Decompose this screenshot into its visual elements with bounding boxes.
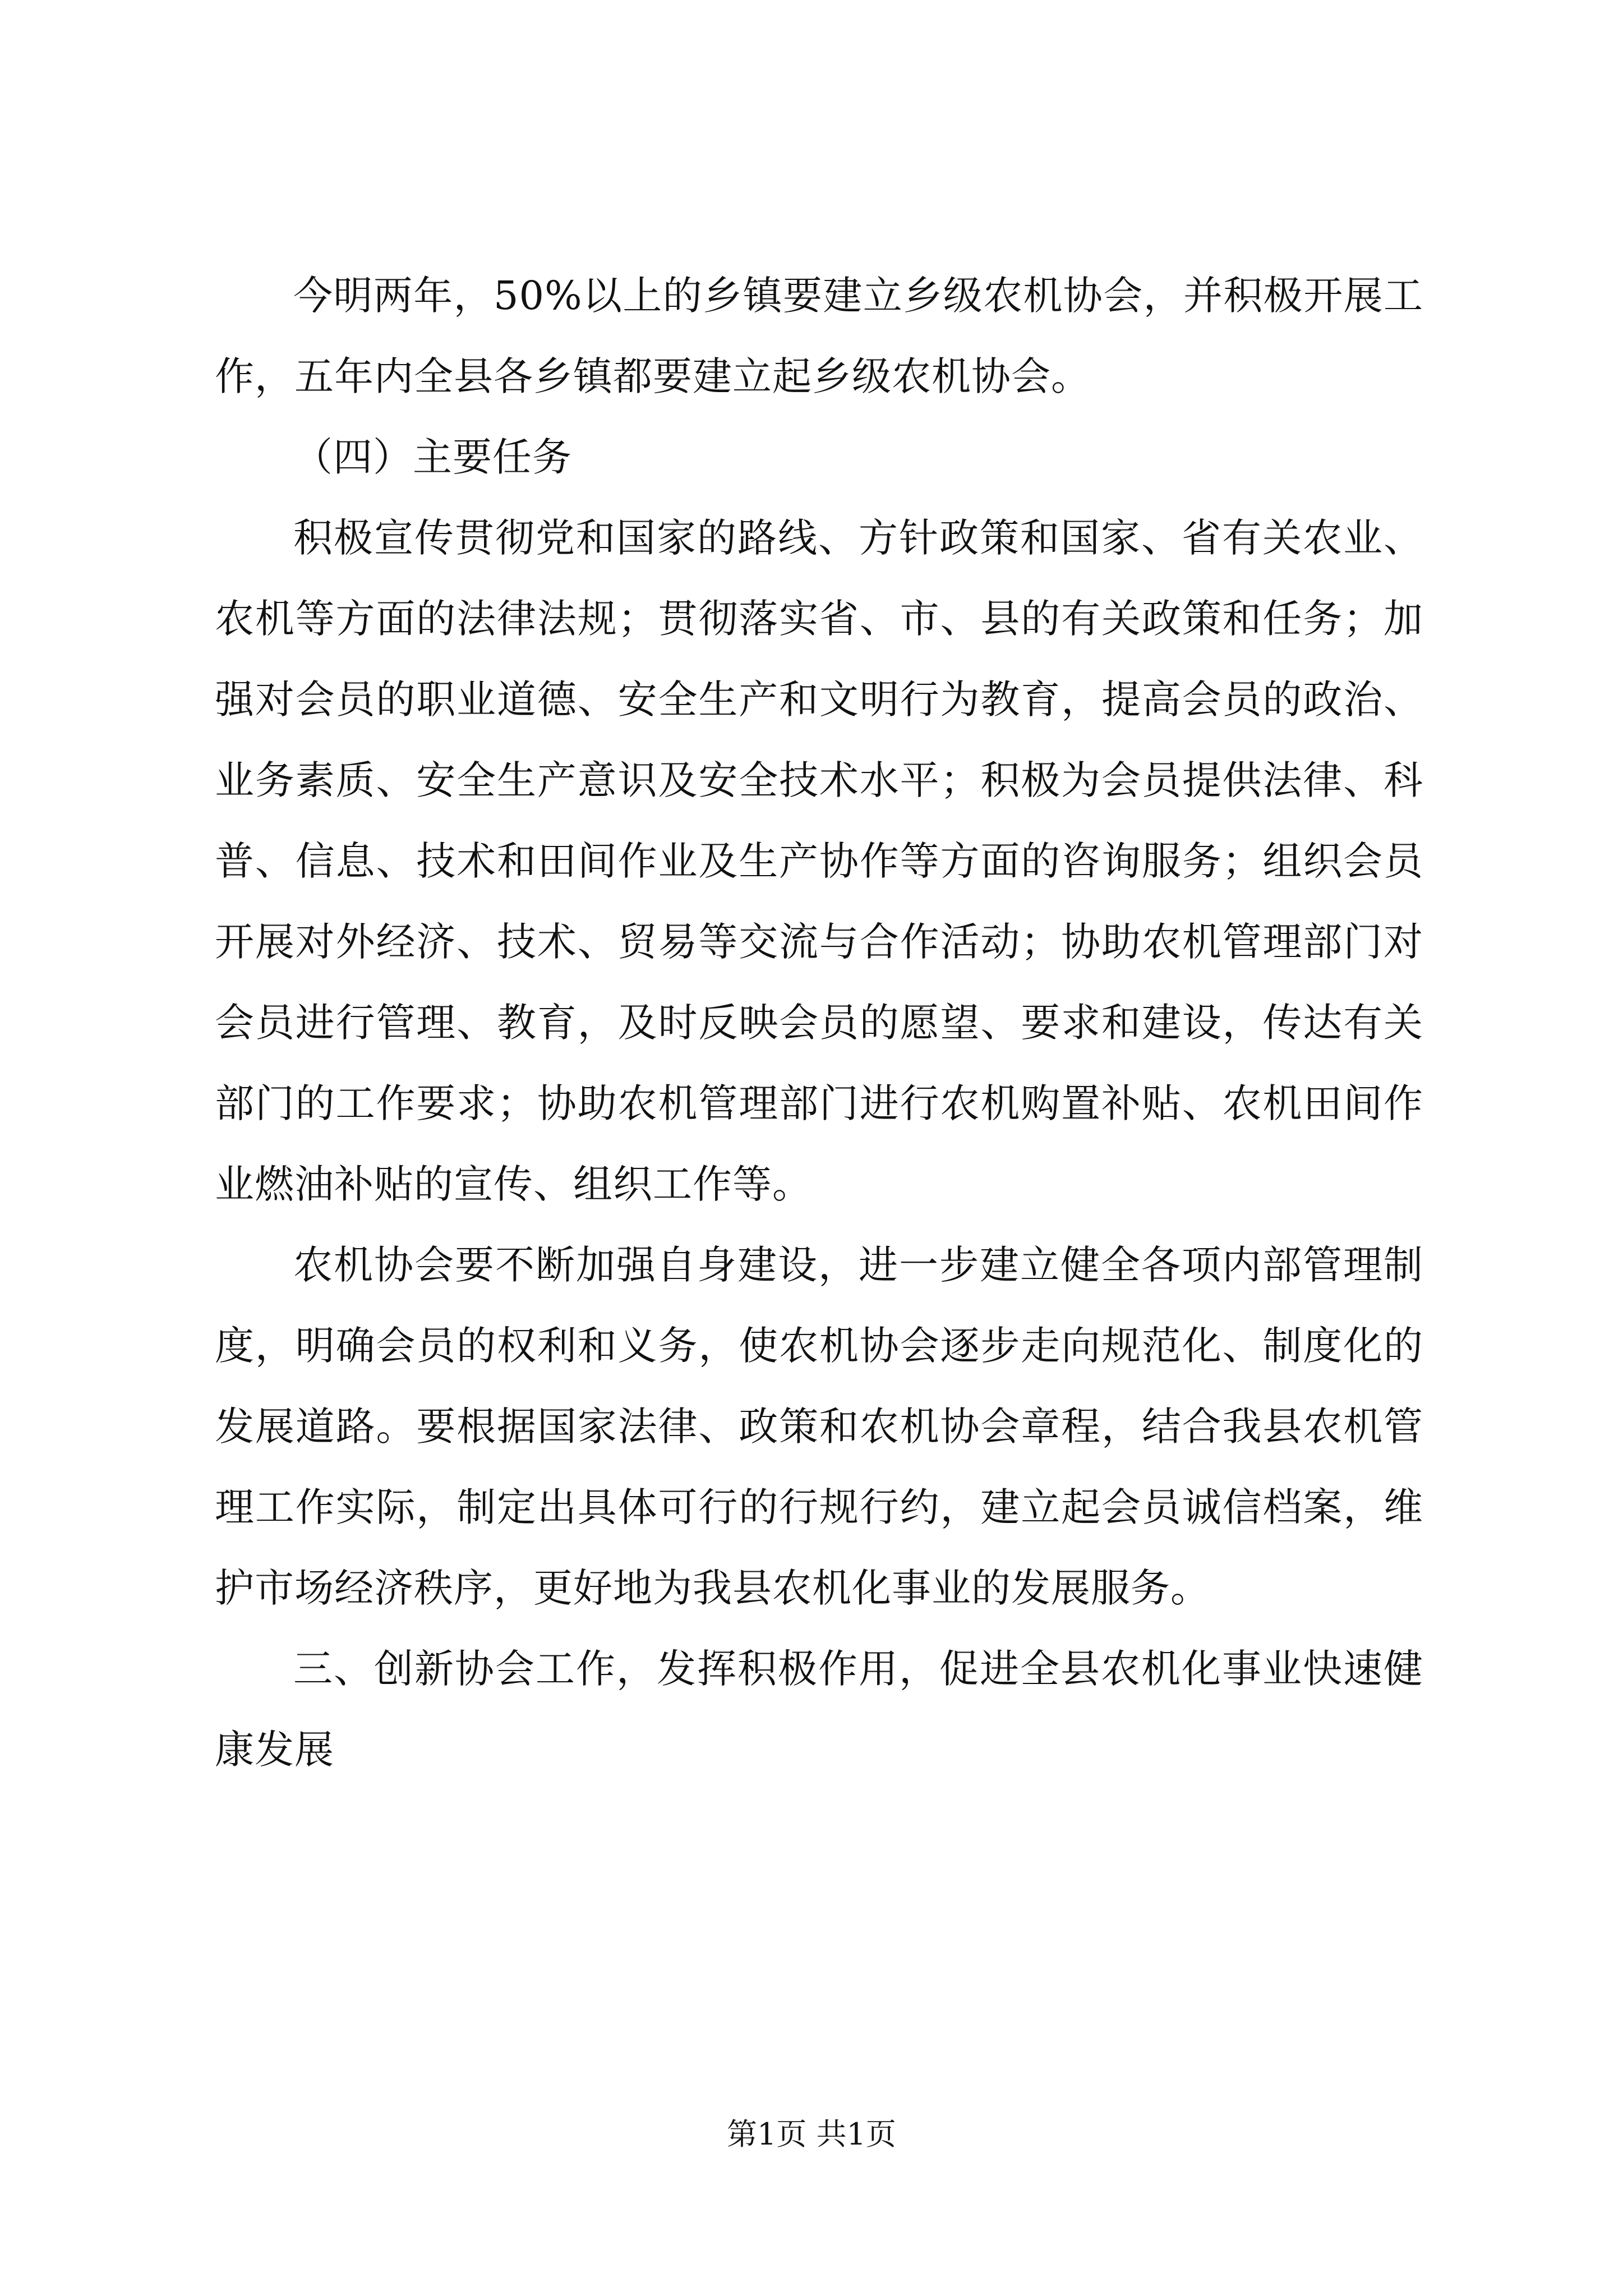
paragraph-self-construction: 农机协会要不断加强自身建设，进一步建立健全各项内部管理制度，明确会员的权利和义务，使农机协会逐步走向规范化、制度化的发展道路。要根据国家法律、政策和农机协会章程，结合我县农机管理工作实际，制定出具体可行的行规行约，建立起会员诚信档案，维护市场经济秩序，更好地为我县农机化事业的发展服务。 bbox=[215, 1242, 1423, 1611]
section-heading-main-tasks: （四）主要任务 bbox=[293, 434, 572, 480]
paragraph-main-tasks: 积极宣传贯彻党和国家的路线、方针政策和国家、省有关农业、农机等方面的法律法规；贯彻落实省、市、县的有关政策和任务；加强对会员的职业道德、安全生产和文明行为教育，提高会员的政治、业务素质、安全生产意识及安全技术水平；积极为会员提供法律、科普、信息、技术和田间作业及生产协作等方面的咨询服务；组织会员开展对外经济、技术、贸易等交流与合作活动；协助农机管理部门对会员进行管理、教育，及时反映会员的愿望、要求和建设，传达有关部门的工作要求；协助农机管理部门进行农机购置补贴、农机田间作业燃油补贴的宣传、组织工作等。 bbox=[215, 515, 1423, 1207]
paragraph-township-association-goal: 今明两年，50%以上的乡镇要建立乡级农机协会，并积极开展工作，五年内全县各乡镇都要建立起乡级农机协会。 bbox=[215, 273, 1423, 399]
page-footer: 第1页 共1页 bbox=[727, 2116, 896, 2152]
paragraph-section-three-heading: 三、创新协会工作，发挥积极作用，促进全县农机化事业快速健康发展 bbox=[215, 1646, 1423, 1773]
document-body bbox=[215, 255, 1423, 1790]
